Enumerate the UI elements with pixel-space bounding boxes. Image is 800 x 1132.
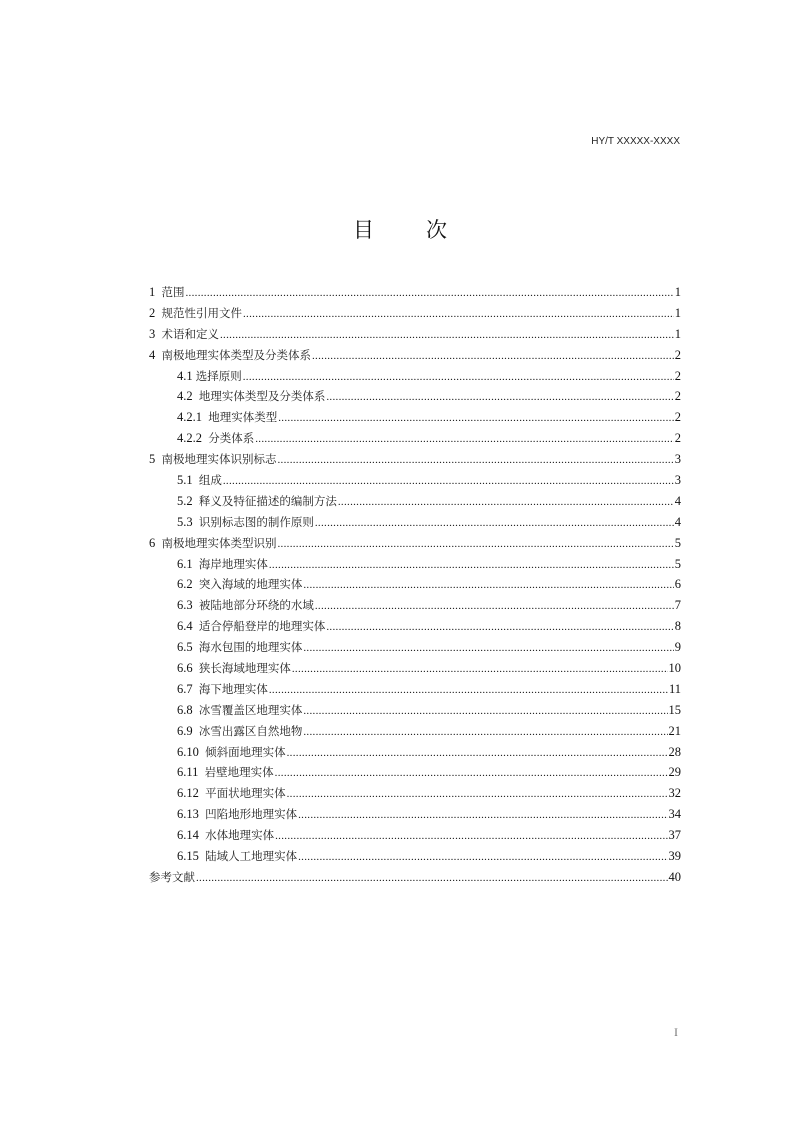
toc-entry-label: 释义及特征描述的编制方法 [198, 493, 337, 508]
toc-entry-label: 识别标志图的制作原则 [198, 514, 314, 529]
toc-entry-label: 选择原则 [195, 368, 242, 383]
toc-entry-number: 3 [149, 326, 162, 341]
toc-entry[interactable] [149, 533, 681, 554]
toc-entry[interactable] [149, 867, 681, 888]
toc-entry-page: 39 [668, 849, 681, 864]
toc-entry[interactable] [149, 428, 681, 449]
dot-leader [186, 283, 674, 304]
toc-entry-label: 参考文献 [149, 869, 195, 884]
toc-entry-number: 6.6 [177, 661, 199, 676]
toc-entry-page: 1 [674, 305, 681, 320]
toc-entry-page: 4 [674, 514, 681, 529]
toc-entry-label: 平面状地理实体 [205, 786, 286, 801]
toc-entry-label: 南极地理实体识别标志 [161, 452, 277, 467]
dot-leader [303, 575, 673, 596]
toc-entry-number: 5 [149, 452, 162, 467]
toc-entry[interactable] [149, 470, 681, 491]
dot-leader [303, 701, 667, 722]
toc-entry-page: 29 [668, 765, 681, 780]
toc-entry-label: 陆域人工地理实体 [205, 849, 298, 864]
toc-entry-number: 6.4 [177, 619, 199, 634]
toc-entry-number: 4.2.2 [177, 431, 209, 446]
toc-entry-number: 6 [149, 535, 162, 550]
toc-entry-label: 突入海域的地理实体 [198, 577, 303, 592]
toc-entry[interactable] [149, 345, 681, 366]
dot-leader [243, 304, 674, 325]
toc-entry[interactable] [149, 616, 681, 637]
toc-entry-page: 11 [668, 681, 681, 696]
toc-entry-label: 地理实体类型及分类体系 [198, 389, 326, 404]
toc-entry[interactable] [149, 595, 681, 616]
toc-entry-page: 7 [674, 598, 681, 613]
toc-entry-page: 8 [674, 619, 681, 634]
toc-entry-label: 凹陷地形地理实体 [205, 807, 298, 822]
page-number: I [674, 1025, 678, 1039]
toc-entry-page: 3 [674, 452, 681, 467]
toc-entry-page: 9 [674, 640, 681, 655]
toc-entry-page: 5 [674, 556, 681, 571]
dot-leader [292, 659, 668, 680]
toc-entry-page: 1 [674, 285, 681, 299]
toc-entry-number: 6.7 [177, 681, 199, 696]
toc-entry-page: 15 [668, 702, 681, 717]
dot-leader [338, 492, 674, 513]
toc-entry-label: 南极地理实体类型及分类体系 [161, 347, 311, 362]
dot-leader [196, 868, 668, 889]
toc-entry-label: 水体地理实体 [205, 828, 275, 843]
toc-entry-number: 5.2 [177, 493, 199, 508]
dot-leader [326, 387, 673, 408]
toc-entry-label: 规范性引用文件 [161, 305, 242, 320]
title-char-2: 次 [426, 218, 447, 242]
toc-entry[interactable] [149, 762, 681, 783]
dot-leader [220, 325, 674, 346]
toc-entry-page: 3 [674, 473, 681, 488]
toc-entry-label: 地理实体类型 [208, 410, 278, 425]
toc-entry-page: 5 [674, 535, 681, 550]
toc-entry[interactable] [149, 554, 681, 575]
toc-entry-number: 6.12 [177, 786, 206, 801]
toc-entry[interactable] [149, 679, 681, 700]
toc-entry-page: 40 [668, 869, 681, 884]
toc-entry-number: 6.9 [177, 723, 199, 738]
toc-entry-number: 4 [149, 347, 162, 362]
toc-entry-label: 狭长海域地理实体 [198, 661, 291, 676]
document-code: HY/T XXXXX-XXXX [591, 136, 680, 147]
toc-entry[interactable] [149, 449, 681, 470]
toc-entry[interactable] [149, 804, 681, 825]
page-title [0, 214, 800, 244]
dot-leader [287, 743, 668, 764]
toc-entry-page: 2 [674, 410, 681, 425]
dot-leader [269, 555, 674, 576]
toc-entry-page: 34 [668, 807, 681, 822]
dot-leader [275, 826, 667, 847]
dot-leader [298, 847, 667, 868]
toc-entry-label: 范围 [161, 285, 185, 299]
toc-entry-page: 2 [674, 347, 681, 362]
toc-entry[interactable] [149, 825, 681, 846]
dot-leader [223, 471, 674, 492]
toc-entry-label: 海下地理实体 [198, 681, 268, 696]
dot-leader [315, 513, 674, 534]
toc-entry-page: 21 [668, 723, 681, 738]
dot-leader [275, 763, 668, 784]
toc-entry-label: 冰雪出露区自然地物 [198, 723, 303, 738]
toc-entry-label: 海水包围的地理实体 [198, 640, 303, 655]
toc-entry-label: 倾斜面地理实体 [205, 744, 286, 759]
toc-entry-number: 4.1 [177, 368, 196, 383]
dot-leader [278, 534, 674, 555]
toc-entry-page: 37 [668, 828, 681, 843]
toc-entry-label: 南极地理实体类型识别 [161, 535, 277, 550]
toc-entry-label: 海岸地理实体 [198, 556, 268, 571]
toc-entry[interactable] [149, 386, 681, 407]
toc-entry-page: 2 [674, 431, 681, 446]
toc-entry[interactable] [149, 491, 681, 512]
toc-entry[interactable] [149, 783, 681, 804]
toc-entry-label: 适合停船登岸的地理实体 [198, 619, 326, 634]
toc-entry-number: 6.14 [177, 828, 206, 843]
toc-entry-label: 岩壁地理实体 [204, 765, 274, 780]
toc-entry-number: 5.3 [177, 514, 199, 529]
dot-leader [269, 680, 668, 701]
dot-leader [278, 450, 674, 471]
toc-entry[interactable] [149, 637, 681, 658]
toc-entry-page: 4 [674, 493, 681, 508]
toc-entry-number: 6.1 [177, 556, 199, 571]
dot-leader [255, 429, 674, 450]
toc-entry-number: 5.1 [177, 473, 199, 488]
dot-leader [312, 346, 674, 367]
toc-entry-number: 4.2.1 [177, 410, 209, 425]
toc-entry-number: 6.13 [177, 807, 206, 822]
toc-entry-page: 10 [668, 661, 681, 676]
toc-entry-label: 术语和定义 [161, 326, 219, 341]
toc-entry[interactable] [149, 303, 681, 324]
toc-entry[interactable] [149, 574, 681, 595]
toc-entry-page: 2 [674, 389, 681, 404]
toc-entry[interactable] [149, 658, 681, 679]
dot-leader [287, 784, 668, 805]
toc-entry-page: 2 [674, 368, 681, 383]
title-char-1: 目 [353, 218, 374, 242]
toc-entry-number: 4.2 [177, 389, 199, 404]
toc-entry-page: 6 [674, 577, 681, 592]
table-of-contents [149, 282, 681, 888]
toc-entry-number: 2 [149, 305, 162, 320]
toc-entry[interactable] [149, 366, 681, 387]
dot-leader [303, 638, 673, 659]
toc-entry-number: 6.10 [177, 744, 206, 759]
toc-entry[interactable] [149, 721, 681, 742]
dot-leader [326, 617, 673, 638]
toc-entry-number: 6.3 [177, 598, 199, 613]
toc-entry-number: 6.11 [177, 765, 205, 780]
toc-entry[interactable] [149, 407, 681, 428]
toc-entry-label: 被陆地部分环绕的水域 [198, 598, 314, 613]
toc-entry-number: 1 [149, 285, 162, 299]
dot-leader [303, 722, 667, 743]
toc-entry-label: 分类体系 [208, 431, 255, 446]
toc-entry-page: 1 [674, 326, 681, 341]
toc-entry-label: 组成 [198, 473, 222, 488]
dot-leader [298, 805, 667, 826]
toc-entry-label: 冰雪覆盖区地理实体 [198, 702, 303, 717]
toc-entry[interactable] [149, 846, 681, 867]
dot-leader [278, 408, 674, 429]
toc-entry-number: 6.2 [177, 577, 199, 592]
toc-entry-number: 6.15 [177, 849, 206, 864]
toc-entry-page: 32 [668, 786, 681, 801]
toc-entry-number: 6.8 [177, 702, 199, 717]
toc-entry[interactable] [149, 324, 681, 345]
dot-leader [243, 367, 674, 388]
toc-entry[interactable] [149, 512, 681, 533]
toc-entry[interactable] [149, 742, 681, 763]
dot-leader [315, 596, 674, 617]
toc-entry-number: 6.5 [177, 640, 199, 655]
toc-entry[interactable] [149, 282, 681, 303]
toc-entry[interactable] [149, 700, 681, 721]
toc-entry-page: 28 [668, 744, 681, 759]
